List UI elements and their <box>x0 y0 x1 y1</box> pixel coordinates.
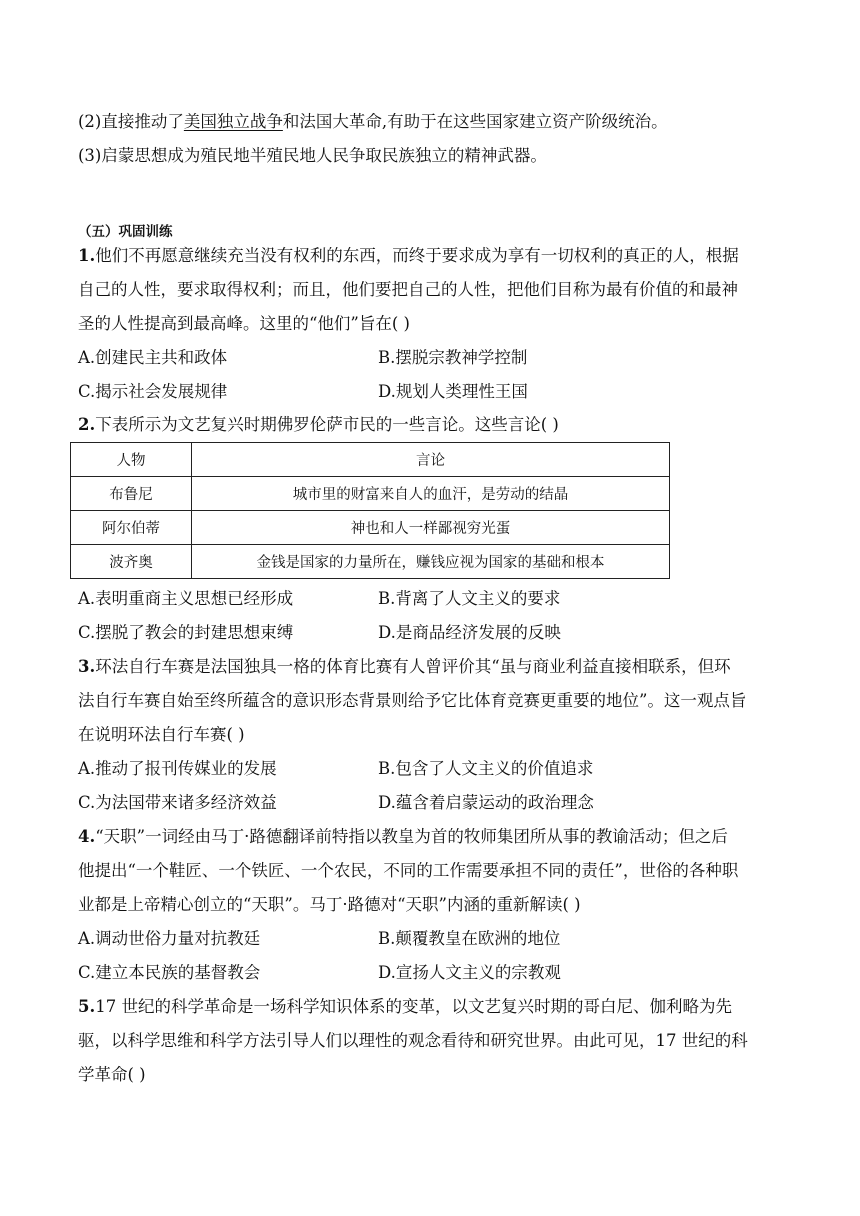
table-cell-quote: 神也和人一样鄙视穷光蛋 <box>192 511 670 545</box>
question-3-option-a[interactable]: A.推动了报刊传媒业的发展 <box>78 759 277 778</box>
question-1-line-2: 自己的人性，要求取得权利；而且，他们要把自己的人性，把他们目称为最有价值的和最神 <box>78 280 738 299</box>
question-4-line-3: 业都是上帝精心创立的“天职”。马丁·路德对“天职”内涵的重新解读( ) <box>78 895 581 914</box>
table-cell-quote: 城市里的财富来自人的血汗，是劳动的结晶 <box>192 477 670 511</box>
question-2-option-b[interactable]: B.背离了人文主义的要求 <box>378 589 561 608</box>
table-header-person: 人物 <box>71 443 192 477</box>
question-2-line-1: 2.下表所示为文艺复兴时期佛罗伦萨市民的一些言论。这些言论( ) <box>78 415 559 434</box>
question-1-option-d[interactable]: D.规划人类理性王国 <box>378 382 528 401</box>
question-4-option-b[interactable]: B.颠覆教皇在欧洲的地位 <box>378 929 561 948</box>
question-2-option-c[interactable]: C.摆脱了教会的封建思想束缚 <box>78 623 294 642</box>
table-row <box>71 545 670 579</box>
question-4-option-d[interactable]: D.宣扬人文主义的宗教观 <box>378 963 561 982</box>
question-4-line-2: 他提出“一个鞋匠、一个铁匠、一个农民，不同的工作需要承担不同的责任”，世俗的各种职 <box>78 861 739 880</box>
question-1-option-b[interactable]: B.摆脱宗教神学控制 <box>378 348 528 367</box>
question-4-line-1: 4.“天职”一词经由马丁·路德翻译前特指以教皇为首的牧师集团所从事的教谕活动；但之后 <box>78 827 728 846</box>
question-3-line-2: 法自行车赛自始至终所蕴含的意识形态背景则给予它比体育竞赛更重要的地位”。这一观点旨 <box>78 691 747 710</box>
question-1-line-3: 圣的人性提高到最高峰。这里的“他们”旨在( ) <box>78 314 410 333</box>
question-1-line-1: 1.他们不再愿意继续充当没有权利的东西，而终于要求成为享有一切权利的真正的人，根据 <box>78 246 739 265</box>
question-1-option-c[interactable]: C.揭示社会发展规律 <box>78 382 228 401</box>
question-5-line-3: 学革命( ) <box>78 1065 146 1084</box>
question-3-line-1: 3.环法自行车赛是法国独具一格的体育比赛有人曾评价其“虽与商业利益直接相联系，但环 <box>78 657 731 676</box>
quotes-table <box>70 442 670 579</box>
question-4-option-c[interactable]: C.建立本民族的基督教会 <box>78 963 261 982</box>
table-cell-person: 波齐奥 <box>71 545 192 579</box>
table-row <box>71 477 670 511</box>
intro-point-2: (2)直接推动了美国独立战争和法国大革命,有助于在这些国家建立资产阶级统治。 <box>78 112 668 131</box>
table-cell-person: 阿尔伯蒂 <box>71 511 192 545</box>
question-3-line-3: 在说明环法自行车赛( ) <box>78 725 245 744</box>
question-4-option-a[interactable]: A.调动世俗力量对抗教廷 <box>78 929 261 948</box>
question-5-line-2: 驱，以科学思维和科学方法引导人们以理性的观念看待和研究世界。由此可见，17 世纪的科 <box>78 1031 748 1050</box>
table-cell-quote: 金钱是国家的力量所在，赚钱应视为国家的基础和根本 <box>192 545 670 579</box>
question-3-option-b[interactable]: B.包含了人文主义的价值追求 <box>378 759 594 778</box>
question-1-option-a[interactable]: A.创建民主共和政体 <box>78 348 228 367</box>
question-5-line-1: 5.17 世纪的科学革命是一场科学知识体系的变革，以文艺复兴时期的哥白尼、伽利略为先 <box>78 997 732 1016</box>
table-header-quote: 言论 <box>192 443 670 477</box>
question-2-option-d[interactable]: D.是商品经济发展的反映 <box>378 623 561 642</box>
table-header-row <box>71 443 670 477</box>
section-title: （五）巩固训练 <box>78 224 173 240</box>
question-3-option-d[interactable]: D.蕴含着启蒙运动的政治理念 <box>378 793 594 812</box>
underlined-term: 美国独立战争 <box>183 112 283 131</box>
table-row <box>71 511 670 545</box>
intro-point-3: (3)启蒙思想成为殖民地半殖民地人民争取民族独立的精神武器。 <box>78 146 547 165</box>
question-3-option-c[interactable]: C.为法国带来诸多经济效益 <box>78 793 277 812</box>
question-2-option-a[interactable]: A.表明重商主义思想已经形成 <box>78 589 294 608</box>
table-cell-person: 布鲁尼 <box>71 477 192 511</box>
